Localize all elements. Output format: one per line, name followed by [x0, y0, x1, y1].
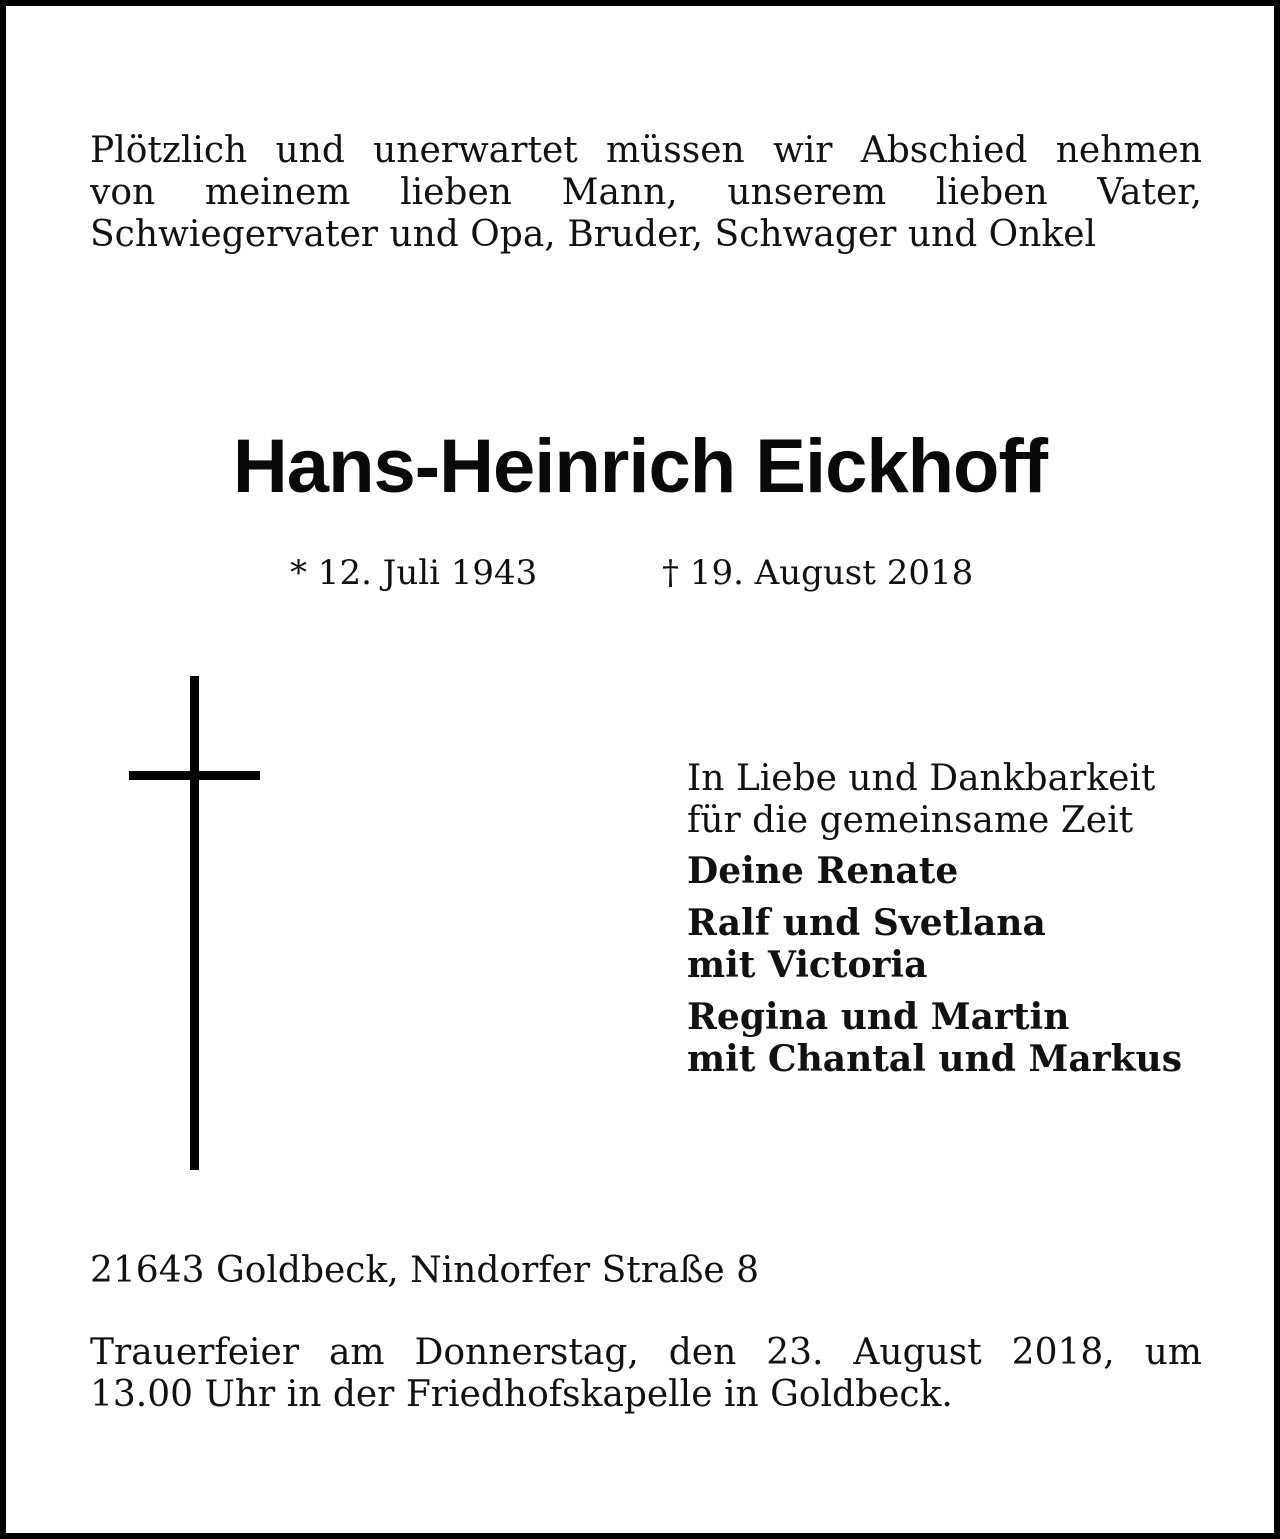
service-info	[90, 1332, 1202, 1416]
service-line: 13.00 Uhr in der Friedhofskapelle in Goldbeck.	[90, 1374, 953, 1415]
cross-icon	[190, 676, 199, 1170]
intro-line: Plötzlich und unerwartet müssen wir Abschied nehmen	[90, 130, 1202, 171]
mourner-group	[687, 850, 1227, 892]
death-date: † 19. August 2018	[662, 553, 974, 593]
mourner-group	[687, 996, 1227, 1080]
intro-text	[90, 130, 1202, 256]
intro-line: Schwiegervater und Opa, Bruder, Schwager und Onkel	[90, 214, 1097, 255]
mourner-group	[687, 902, 1227, 986]
dedication-line: In Liebe und Dankbarkeit	[687, 758, 1156, 799]
mourner-name: Ralf und Svetlana	[687, 902, 1046, 944]
family-signature	[687, 758, 1227, 1090]
intro-line: von meinem lieben Mann, unserem lieben Vater,	[90, 172, 1202, 213]
mourner-name: mit Victoria	[687, 944, 928, 986]
address: 21643 Goldbeck, Nindorfer Straße 8	[90, 1250, 760, 1291]
dedication-line: für die gemeinsame Zeit	[687, 800, 1134, 841]
birth-date: * 12. Juli 1943	[290, 553, 538, 593]
mourners-list	[687, 850, 1227, 1080]
mourner-name: Regina und Martin	[687, 996, 1070, 1038]
service-line: Trauerfeier am Donnerstag, den 23. August 2018, um	[90, 1332, 1202, 1373]
mourner-name: mit Chantal und Markus	[687, 1038, 1182, 1080]
deceased-name: Hans-Heinrich Eickhoff	[232, 424, 1048, 509]
mourner-name: Deine Renate	[687, 850, 959, 892]
cross-icon-bar	[129, 771, 260, 780]
